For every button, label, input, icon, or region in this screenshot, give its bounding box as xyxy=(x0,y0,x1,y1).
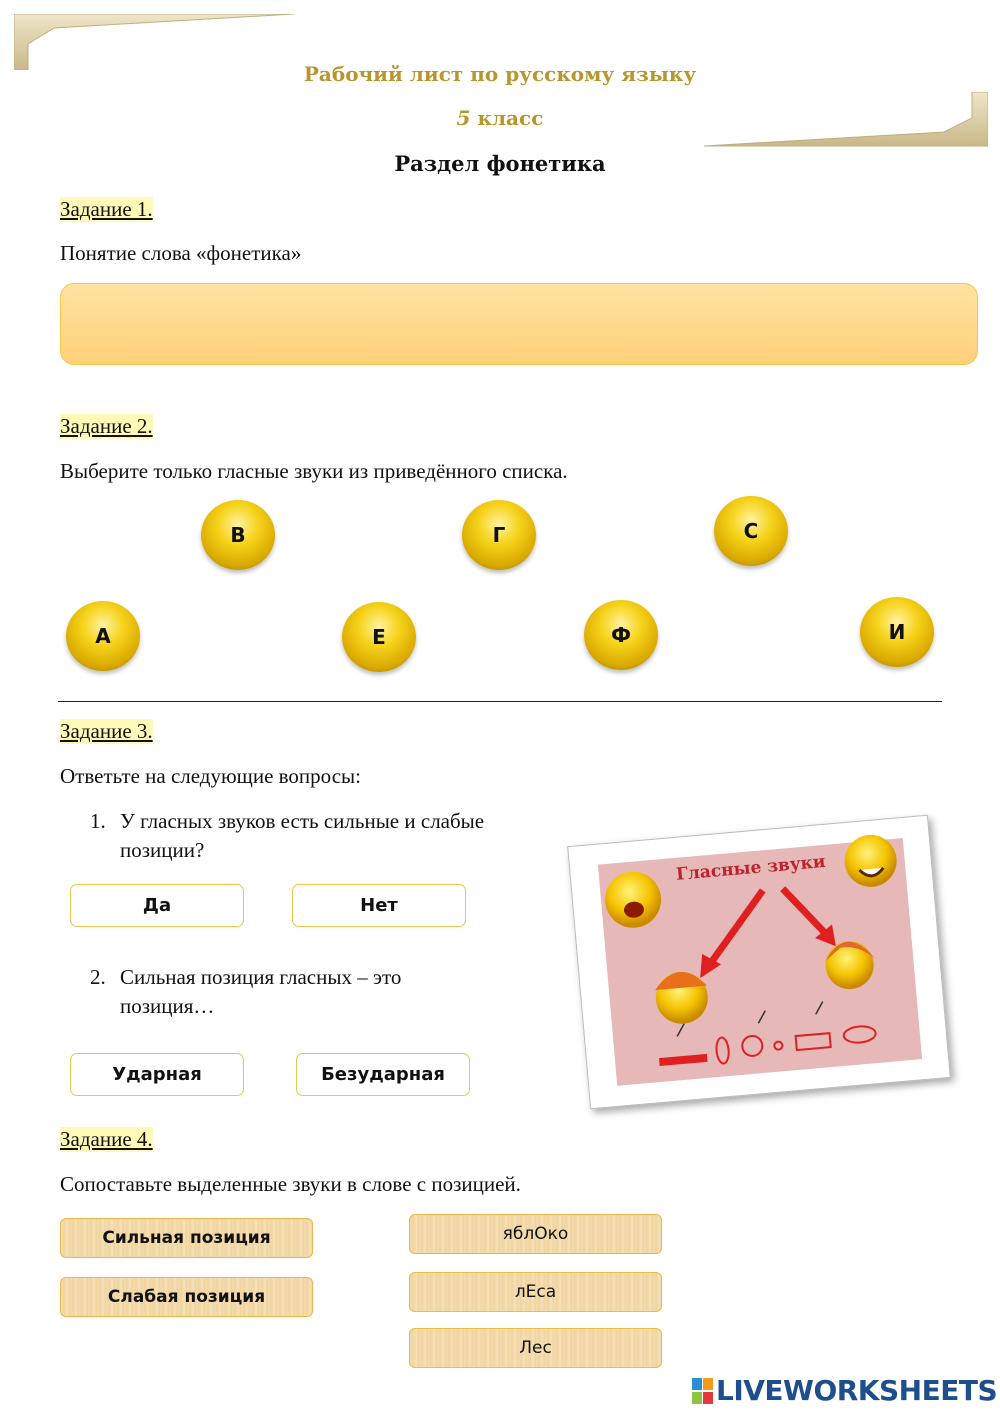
answer-yes-button[interactable]: Да xyxy=(70,884,244,927)
liveworksheets-brand: LIVEWORKSHEETS xyxy=(716,1374,998,1407)
question-1 xyxy=(90,807,484,865)
grade-word: класс xyxy=(477,106,544,130)
answer-stressed-button[interactable]: Ударная xyxy=(70,1053,244,1096)
weak-position-tile[interactable]: Слабая позиция xyxy=(60,1277,313,1317)
strong-position-tile[interactable]: Сильная позиция xyxy=(60,1218,313,1258)
letter-ball-s[interactable]: С xyxy=(714,496,788,566)
illustration-title: Гласные звуки xyxy=(675,851,827,885)
task3-label: Задание 3. xyxy=(60,719,153,743)
question-1-line1: У гласных звуков есть сильные и слабые xyxy=(120,809,485,833)
question-2-number: 2. xyxy=(90,965,106,989)
task2-prompt: Выберите только гласные звуки из приведённого списка. xyxy=(60,459,568,483)
task1-label: Задание 1. xyxy=(60,197,153,221)
word-tile-les[interactable]: Лес xyxy=(409,1328,662,1368)
letter-ball-e[interactable]: Е xyxy=(342,602,416,672)
liveworksheets-logo-icon xyxy=(692,1376,714,1406)
liveworksheets-logo xyxy=(692,1374,997,1407)
letter-ball-i[interactable]: И xyxy=(860,597,934,667)
task1-prompt: Понятие слова «фонетика» xyxy=(60,241,302,265)
task4-prompt: Сопоставьте выделенные звуки в слове с позицией. xyxy=(60,1172,521,1196)
vowels-illustration xyxy=(567,815,951,1110)
answer-no-button[interactable]: Нет xyxy=(292,884,466,927)
question-2 xyxy=(90,963,401,1021)
vowels-illustration-art xyxy=(568,816,949,1108)
question-1-line2: позиции? xyxy=(120,838,205,862)
task2-label: Задание 2. xyxy=(60,414,153,438)
answer-unstressed-button[interactable]: Безударная xyxy=(296,1053,470,1096)
letter-ball-g[interactable]: Г xyxy=(462,500,536,570)
question-1-number: 1. xyxy=(90,809,106,833)
question-2-line1: Сильная позиция гласных – это xyxy=(120,965,402,989)
letter-ball-v[interactable]: В xyxy=(201,500,275,570)
worksheet-title: Рабочий лист по русскому языку xyxy=(303,62,697,86)
grade-number: 5 xyxy=(456,106,471,130)
task3-prompt: Ответьте на следующие вопросы: xyxy=(60,764,361,788)
question-2-line2: позиция… xyxy=(120,994,215,1018)
word-tile-lesa[interactable]: лЕса xyxy=(409,1272,662,1312)
grade-label xyxy=(0,106,1000,130)
section-title: Раздел фонетика xyxy=(394,151,606,176)
word-tile-yabloko[interactable]: яблОко xyxy=(409,1214,662,1254)
divider xyxy=(58,701,942,702)
task4-label: Задание 4. xyxy=(60,1127,153,1151)
task1-answer-field[interactable] xyxy=(60,283,978,365)
letter-ball-a[interactable]: А xyxy=(66,601,140,671)
letter-ball-f[interactable]: Ф xyxy=(584,600,658,670)
